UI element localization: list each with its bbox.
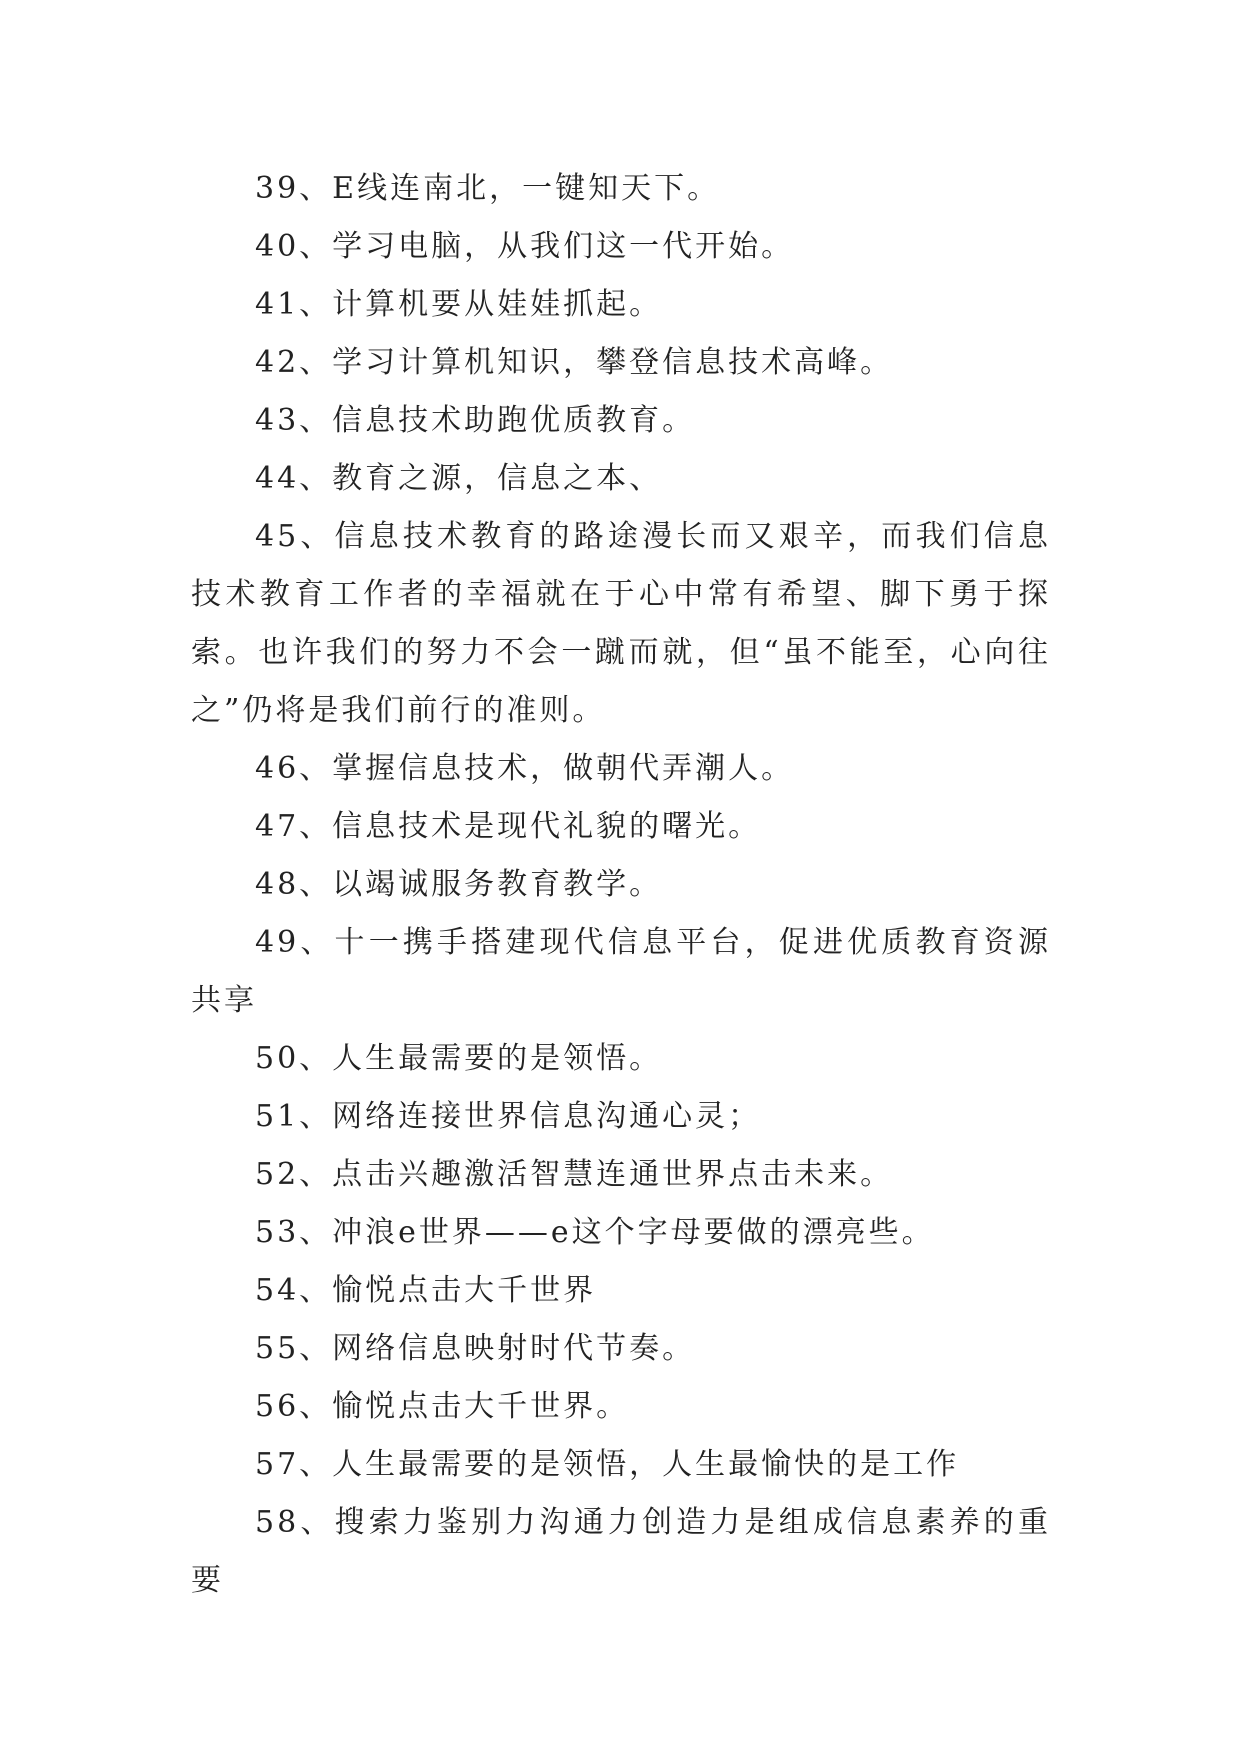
paragraph-49: 49、十一携手搭建现代信息平台，促进优质教育资源共享 [191, 925, 1051, 1018]
paragraph-42: 42、学习计算机知识，攀登信息技术高峰。 [255, 345, 894, 380]
paragraph-54: 54、愉悦点击大千世界 [255, 1273, 597, 1308]
paragraph-47: 47、信息技术是现代礼貌的曙光。 [255, 809, 762, 844]
paragraph-52: 52、点击兴趣激活智慧连通世界点击未来。 [255, 1157, 894, 1192]
paragraph-56: 56、愉悦点击大千世界。 [255, 1389, 630, 1424]
paragraph-50: 50、人生最需要的是领悟。 [255, 1041, 663, 1076]
paragraph-39: 39、E线连南北，一键知天下。 [255, 171, 721, 206]
paragraph-43: 43、信息技术助跑优质教育。 [255, 403, 696, 438]
paragraph-45: 45、信息技术教育的路途漫长而又艰辛，而我们信息技术教育工作者的幸福就在于心中常有希望、脚下勇于探索。也许我们的努力不会一蹴而就，但“虽不能至，心向往之”仍将是我们前行的准则。 [191, 519, 1051, 728]
paragraph-53: 53、冲浪e世界——e这个字母要做的漂亮些。 [255, 1215, 935, 1250]
paragraph-41: 41、计算机要从娃娃抓起。 [255, 287, 663, 322]
paragraph-40: 40、学习电脑，从我们这一代开始。 [255, 229, 795, 264]
paragraph-51: 51、网络连接世界信息沟通心灵； [255, 1099, 762, 1134]
document-body [191, 160, 1051, 1610]
paragraph-57: 57、人生最需要的是领悟，人生最愉快的是工作 [255, 1447, 960, 1482]
paragraph-55: 55、网络信息映射时代节奏。 [255, 1331, 696, 1366]
paragraph-44: 44、教育之源，信息之本、 [255, 461, 663, 496]
paragraph-46: 46、掌握信息技术，做朝代弄潮人。 [255, 751, 795, 786]
paragraph-48: 48、以竭诚服务教育教学。 [255, 867, 663, 902]
paragraph-58: 58、搜索力鉴别力沟通力创造力是组成信息素养的重要 [191, 1505, 1051, 1598]
